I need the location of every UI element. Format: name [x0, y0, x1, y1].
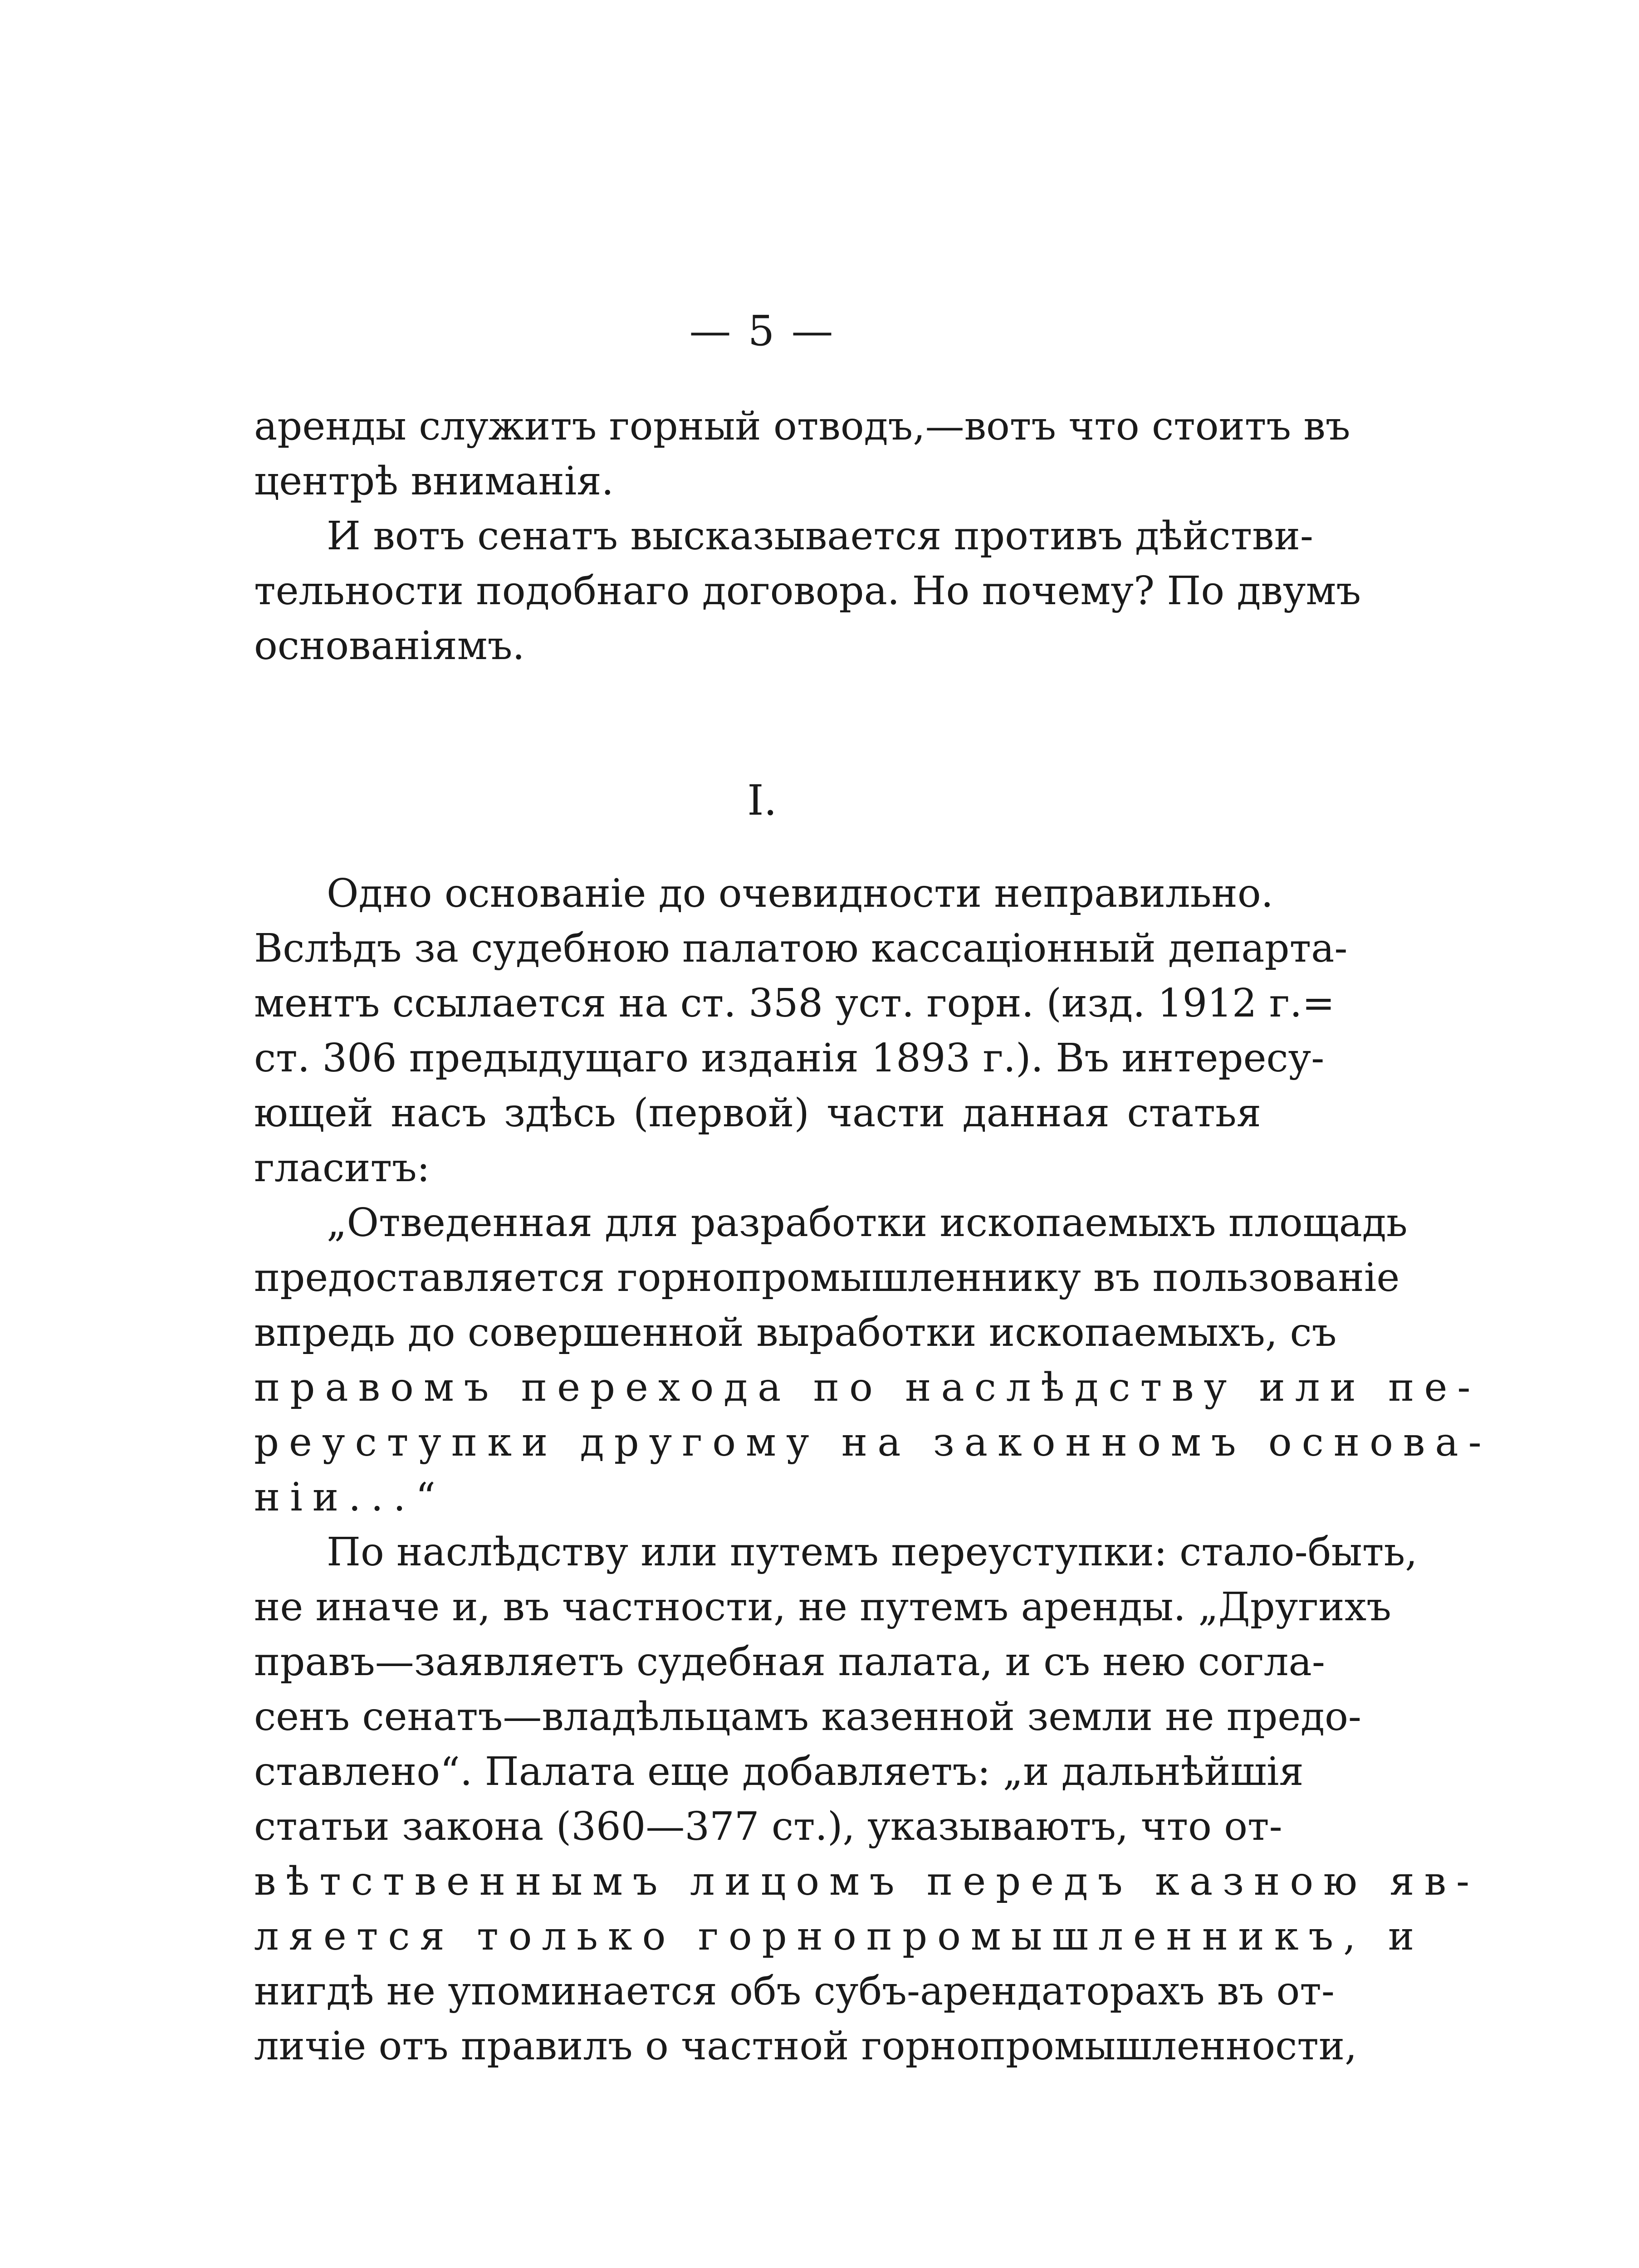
text-line: ющей насъ здѣсь (первой) части данная статья	[254, 1090, 1261, 1136]
text-line: сенъ сенатъ—владѣльцамъ казенной земли не предо-	[254, 1694, 1361, 1740]
text-block-section-one	[254, 866, 1492, 2074]
text-line: тельности подобнаго договора. Но почему? По двумъ	[254, 568, 1361, 614]
text-line: По наслѣдству или путемъ переуступки: стало-быть,	[327, 1530, 1418, 1575]
quote-line: правомъ перехода по наслѣдству или пе-	[254, 1365, 1481, 1410]
quote-line: предоставляется горнопромышленнику въ пользованіе	[254, 1255, 1400, 1300]
text-line: правъ—заявляетъ судебная палата, и съ нею согла-	[254, 1639, 1325, 1685]
text-line: аренды служитъ горный отводъ,—вотъ что стоитъ въ	[254, 404, 1350, 449]
quote-line: „Отведенная для разработки ископаемыхъ площадь	[327, 1200, 1408, 1246]
text-line: ментъ ссылается на ст. 358 уст. горн. (изд. 1912 г.=	[254, 981, 1335, 1026]
quote-line: реуступки другому на законномъ основа-	[254, 1420, 1492, 1465]
quote-line: впредь до совершенной выработки ископаемыхъ, съ	[254, 1310, 1337, 1355]
text-line: центрѣ вниманія.	[254, 459, 614, 504]
text-line: статьи закона (360—377 ст.), указываютъ, что от-	[254, 1804, 1282, 1849]
text-line: основаніямъ.	[254, 623, 525, 669]
text-line: Одно основаніе до очевидности неправильно.	[327, 871, 1273, 916]
text-line: ст. 306 предыдущаго изданія 1893 г.). Въ интересу-	[254, 1036, 1325, 1081]
text-line: вѣтственнымъ лицомъ передъ казною яв-	[254, 1859, 1480, 1904]
page-number: — 5 —	[689, 307, 835, 355]
text-line: гласитъ:	[254, 1145, 430, 1191]
text-block-intro	[254, 399, 1361, 674]
text-line: Вслѣдъ за судебною палатою кассаціонный департа-	[254, 926, 1348, 971]
text-line: нигдѣ не упоминается объ субъ-арендаторахъ въ от-	[254, 1969, 1335, 2014]
text-line: личіе отъ правилъ о частной горнопромышленности,	[254, 2024, 1357, 2069]
text-line: И вотъ сенатъ высказывается противъ дѣйстви-	[327, 513, 1313, 559]
quote-line: ніи...“	[254, 1475, 446, 1520]
section-heading: I.	[747, 776, 777, 825]
text-line: ставлено“. Палата еще добавляетъ: „и дальнѣйшія	[254, 1749, 1304, 1794]
text-line: ляется только горнопромышленникъ, и	[254, 1914, 1424, 1959]
text-line: не иначе и, въ частности, не путемъ аренды. „Другихъ	[254, 1584, 1391, 1630]
